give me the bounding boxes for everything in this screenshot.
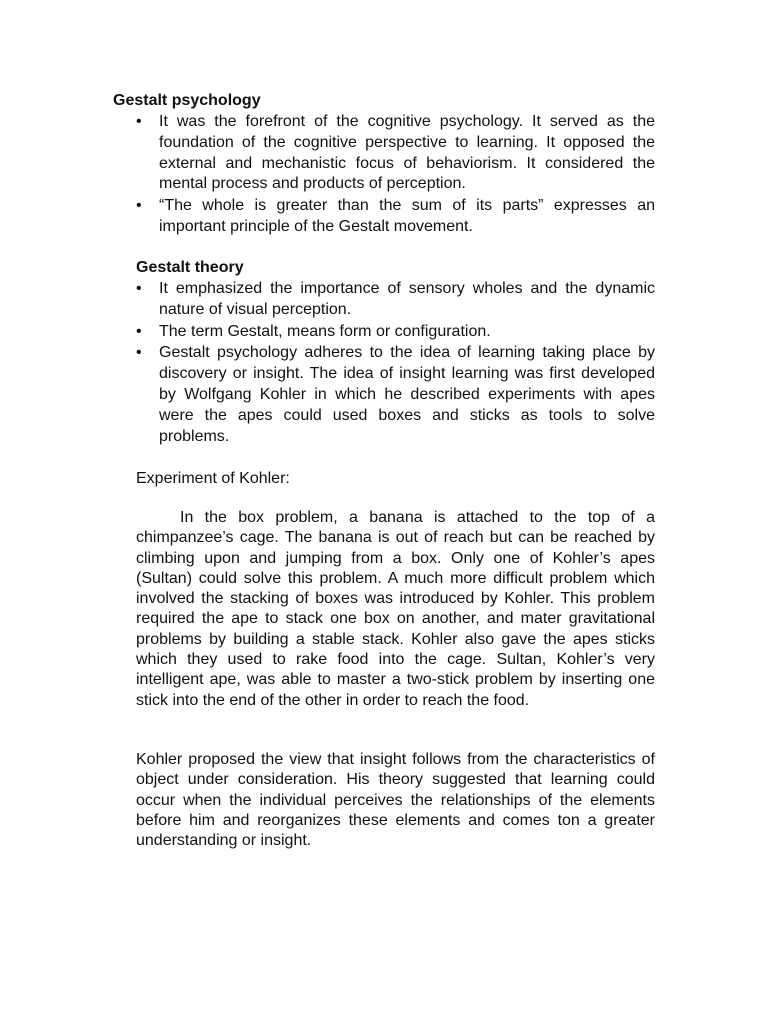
list-item: [136, 322, 655, 343]
list-item-text: It emphasized the importance of sensory wholes and the dynamic nature of visual perception.: [159, 280, 655, 318]
list-item: [136, 279, 655, 321]
list-item: [136, 112, 655, 195]
bullet-list-gestalt-theory: [136, 279, 655, 448]
section-heading-gestalt-psychology: Gestalt psychology: [113, 92, 261, 109]
experiment-paragraph: In the box problem, a banana is attached to the top of a chimpanzee’s cage. The banana is out of reach but can be reached by climbing upon and jumping from a box. Only one of Kohler’s apes (Sultan) could solve this problem. A much more difficult problem which involved the stacking of boxes was introduced by Kohler. This problem required the ape to stack one box on another, and mater gravitational problems by building a stable stack. Kohler also gave the apes sticks which they used to rake food into the cage. Sultan, Kohler’s very intelligent ape, was able to master a two-stick problem by inserting one stick into the end of the other in order to reach the food.: [136, 509, 655, 709]
bullet-icon: •: [136, 113, 142, 130]
bullet-icon: •: [136, 322, 142, 340]
list-item-text: “The whole is greater than the sum of its parts” expresses an important principle of the Gestalt movement.: [159, 197, 655, 235]
bullet-list-gestalt-psychology: [136, 112, 655, 239]
bullet-icon: •: [136, 344, 142, 362]
list-item: [136, 196, 655, 238]
bullet-icon: •: [136, 197, 142, 215]
list-item-text: It was the forefront of the cognitive psychology. It served as the foundation of the cognitive perspective to learning. It opposed the external and mechanistic focus of behaviorism. It considered the mental process and products of perception.: [159, 113, 655, 193]
section-heading-gestalt-theory: Gestalt theory: [136, 259, 244, 276]
list-item-text: Gestalt psychology adheres to the idea of learning taking place by discovery or insight. The idea of insight learning was first developed by Wolfgang Kohler in which he described experiments with apes were the apes could used boxes and sticks as tools to solve problems.: [159, 344, 655, 445]
bullet-icon: •: [136, 280, 142, 297]
conclusion-paragraph: Kohler proposed the view that insight follows from the characteristics of object under consideration. His theory suggested that learning could occur when the individual perceives the relationships of the elements before him and reorganizes these elements and comes ton a greater understanding or insight.: [136, 751, 655, 850]
list-item-text: The term Gestalt, means form or configuration.: [159, 322, 491, 340]
experiment-label: Experiment of Kohler:: [136, 470, 290, 487]
list-item: [136, 343, 655, 447]
